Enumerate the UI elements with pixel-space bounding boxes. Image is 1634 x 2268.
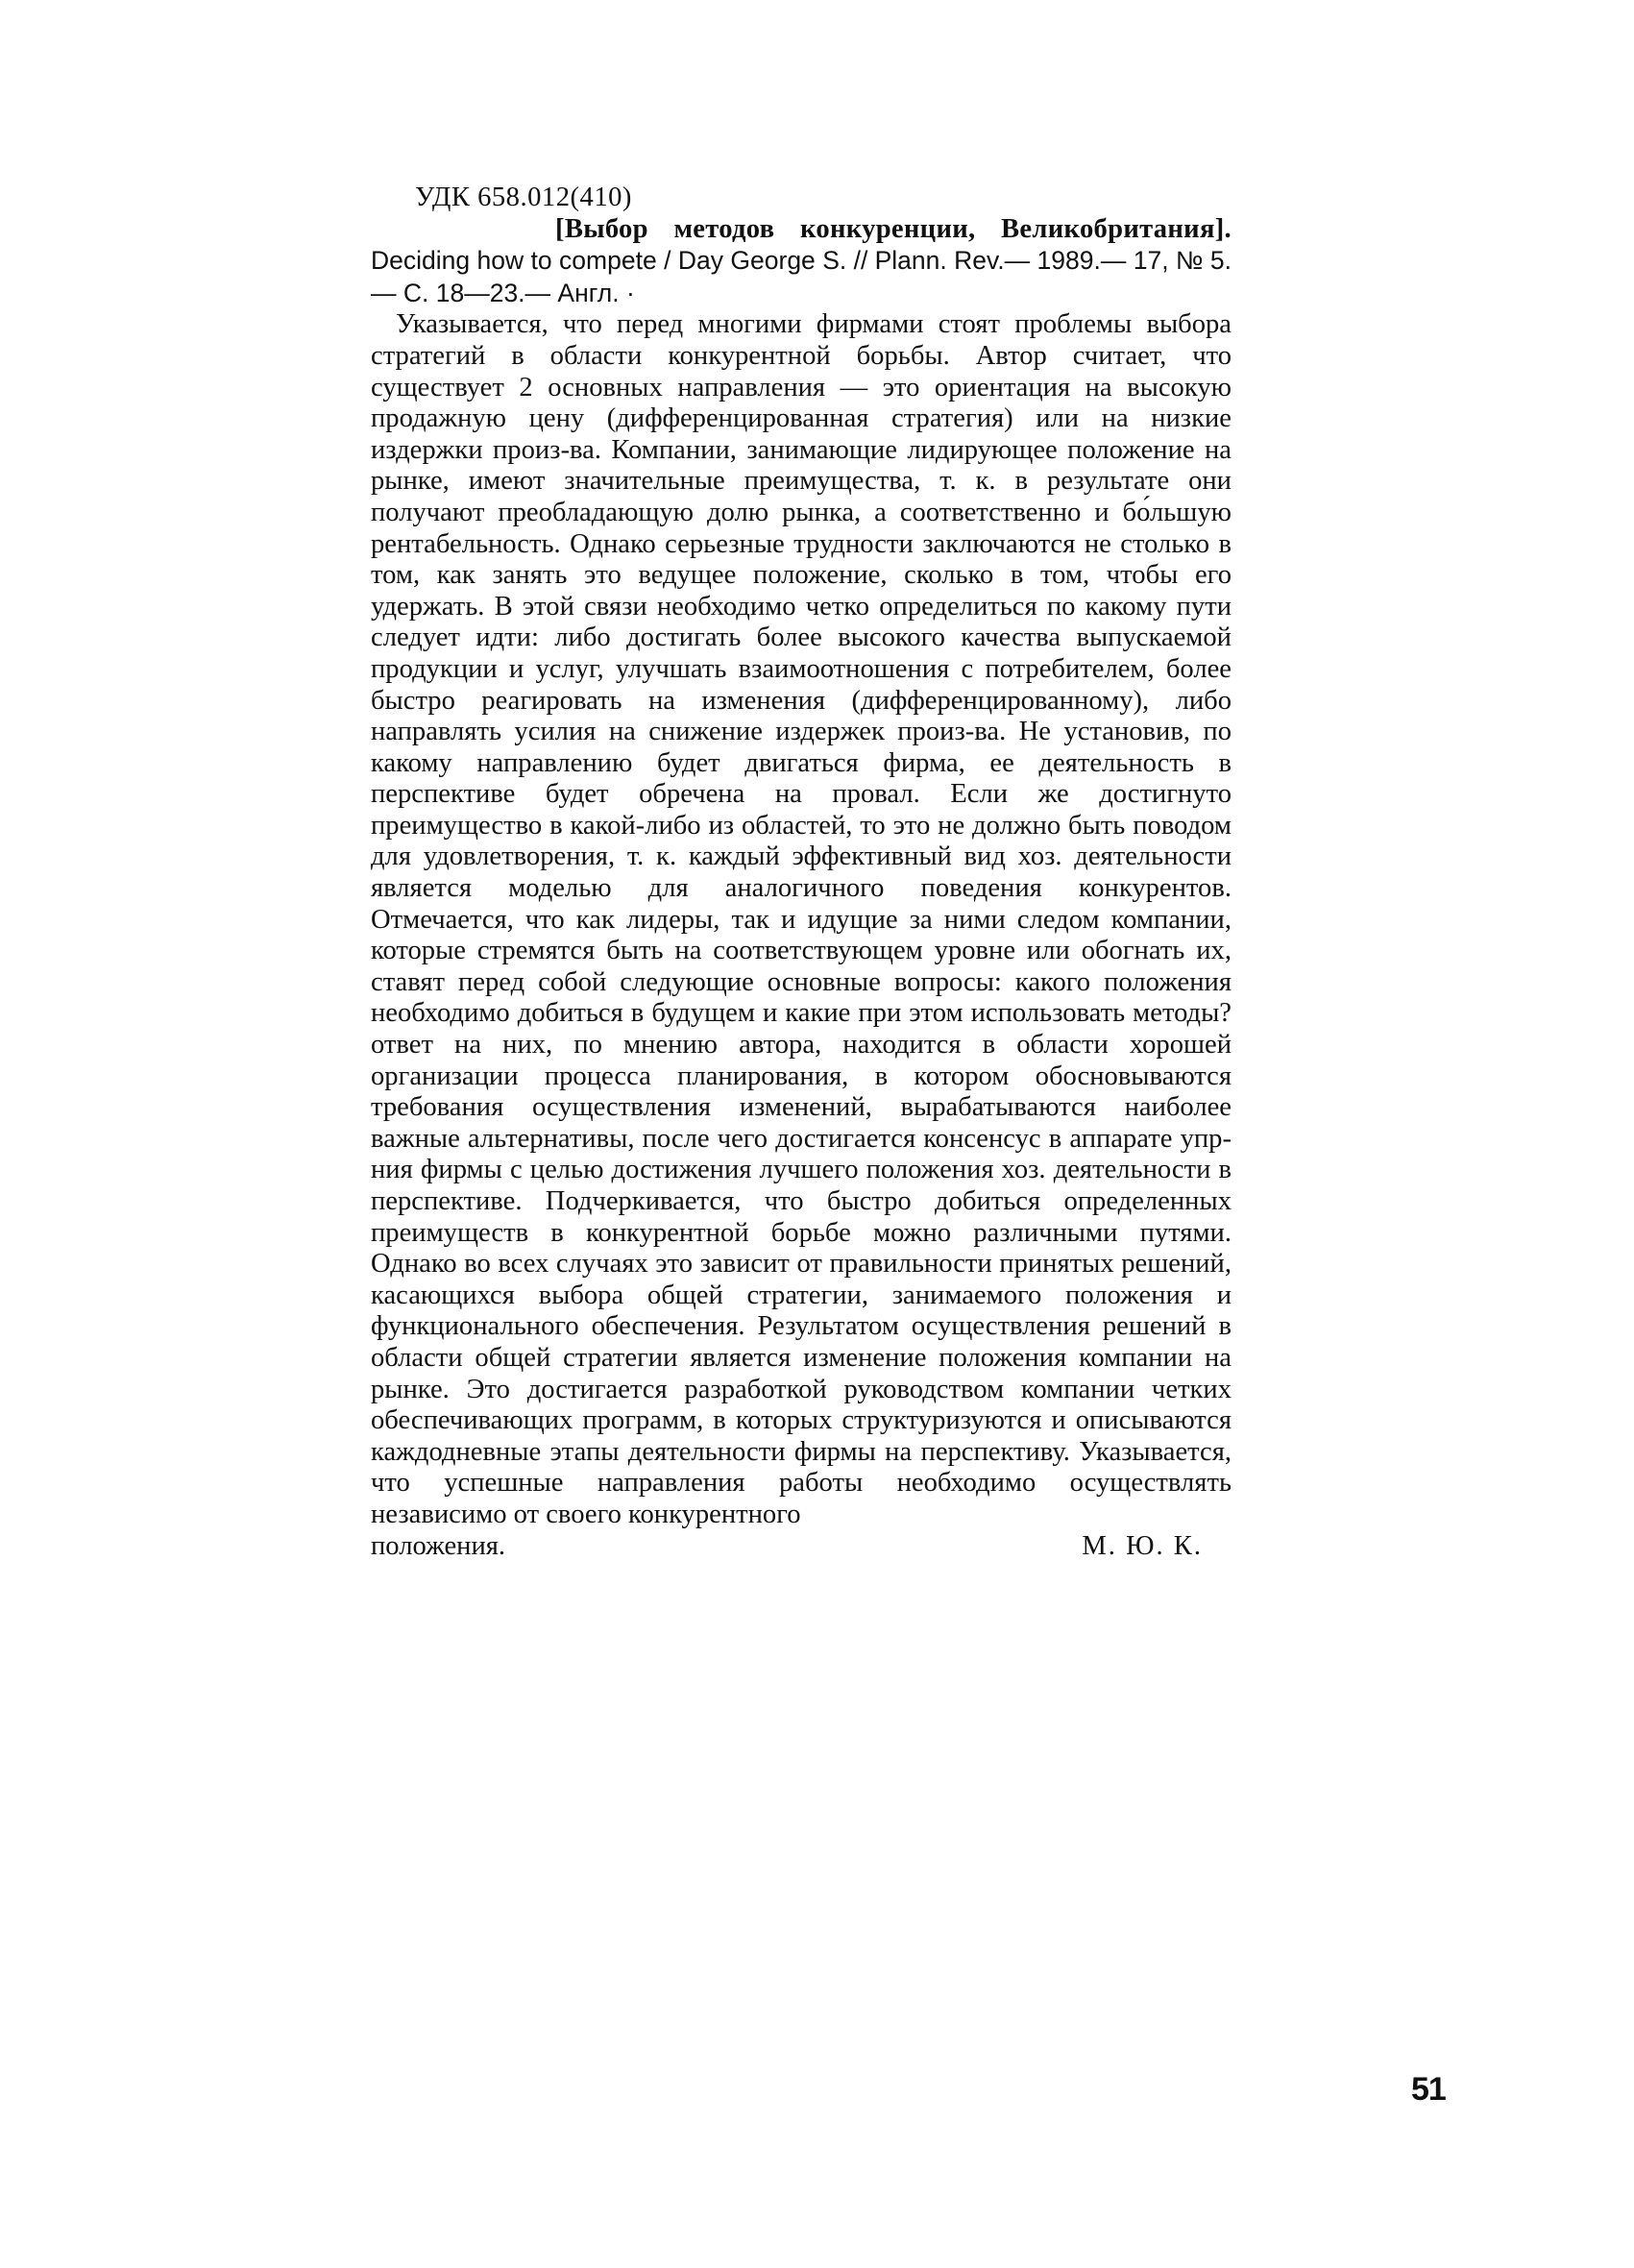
title-russian: [Выбор методов конкуренции, Великобритания]. [555,213,1232,244]
udc-code: УДК 658.012(410) [415,183,632,212]
title-english: Deciding how to compete / Day George S. // [371,246,868,276]
abstract-body-end: положения. [371,1530,506,1561]
bibliographic-record [371,214,1232,310]
abstract-entry [371,183,1232,1562]
closing-line [371,1531,1232,1563]
abstract-body: Указывается, что перед многими фирмами стоят проблемы выбора стратегий в области конкурентной борьбы. Автор считает, что существует 2 основных направления — это ориентация на высокую продажную цену (дифференцированная стратегия) или на низкие издержки произ-ва. Компании, занимающие лидирующее положение на рынке, имеют значительные преимущества, т. к. в результате они получают преобладающую долю рынка, а соответственно и бо́льшую рентабельность. Однако серьезные трудности заключаются не столько в том, как занять это ведущее положение, сколько в том, чтобы его удержать. В этой связи необходимо четко определиться по какому пути следует идти: либо достигать более высокого качества выпускаемой продукции и услуг, улучшать взаимоотношения с потребителем, более быстро реагировать на изменения (дифференцированному), либо направлять усилия на снижение издержек произ-ва. Не установив, по какому направлению будет двигаться фирма, ее деятельность в перспективе будет обречена на провал. Если же достигнуто преимущество в какой-либо из областей, то это не должно быть поводом для удовлетворения, т. к. каждый эффективный вид хоз. деятельности является моделью для аналогичного поведения конкурентов. Отмечается, что как лидеры, так и идущие за ними следом компании, которые стремятся быть на соответствующем уровне или обогнать их, ставят перед собой следующие основные вопросы: какого положения необходимо добиться в будущем и какие при этом использовать методы? ответ на них, по мнению автора, находится в области хорошей организации процесса планирования, в котором обосновываются требования осуществления изменений, вырабатываются наиболее важные альтернативы, после чего достигается консенсус в аппарате упр-ния фирмы с целью достижения лучшего положения хоз. деятельности в перспективе. Подчеркивается, что быстро добиться определенных преимуществ в конкурентной борьбе можно различными путями. Однако во всех случаях это зависит от правильности принятых решений, касающихся выбора общей стратегии, занимаемого положения и функционального обеспечения. Результатом осуществления решений в области общей стратегии является изменение положения компании на рынке. Это достигается разработкой руководством компании четких обеспечивающих программ, в которых структуризуются и описываются каждодневные этапы деятельности фирмы на перспективу. Указывается, что успешные направления работы необходимо осуществлять независимо от своего конкурентного [371,309,1232,1529]
source-citation: Plann. Rev.— 1989.— 17, № 5.— С. 18—23.— Англ. · [371,246,1232,307]
page-number: 51 [1411,2071,1446,2108]
author-initials: М. Ю. К. [1082,1530,1203,1561]
